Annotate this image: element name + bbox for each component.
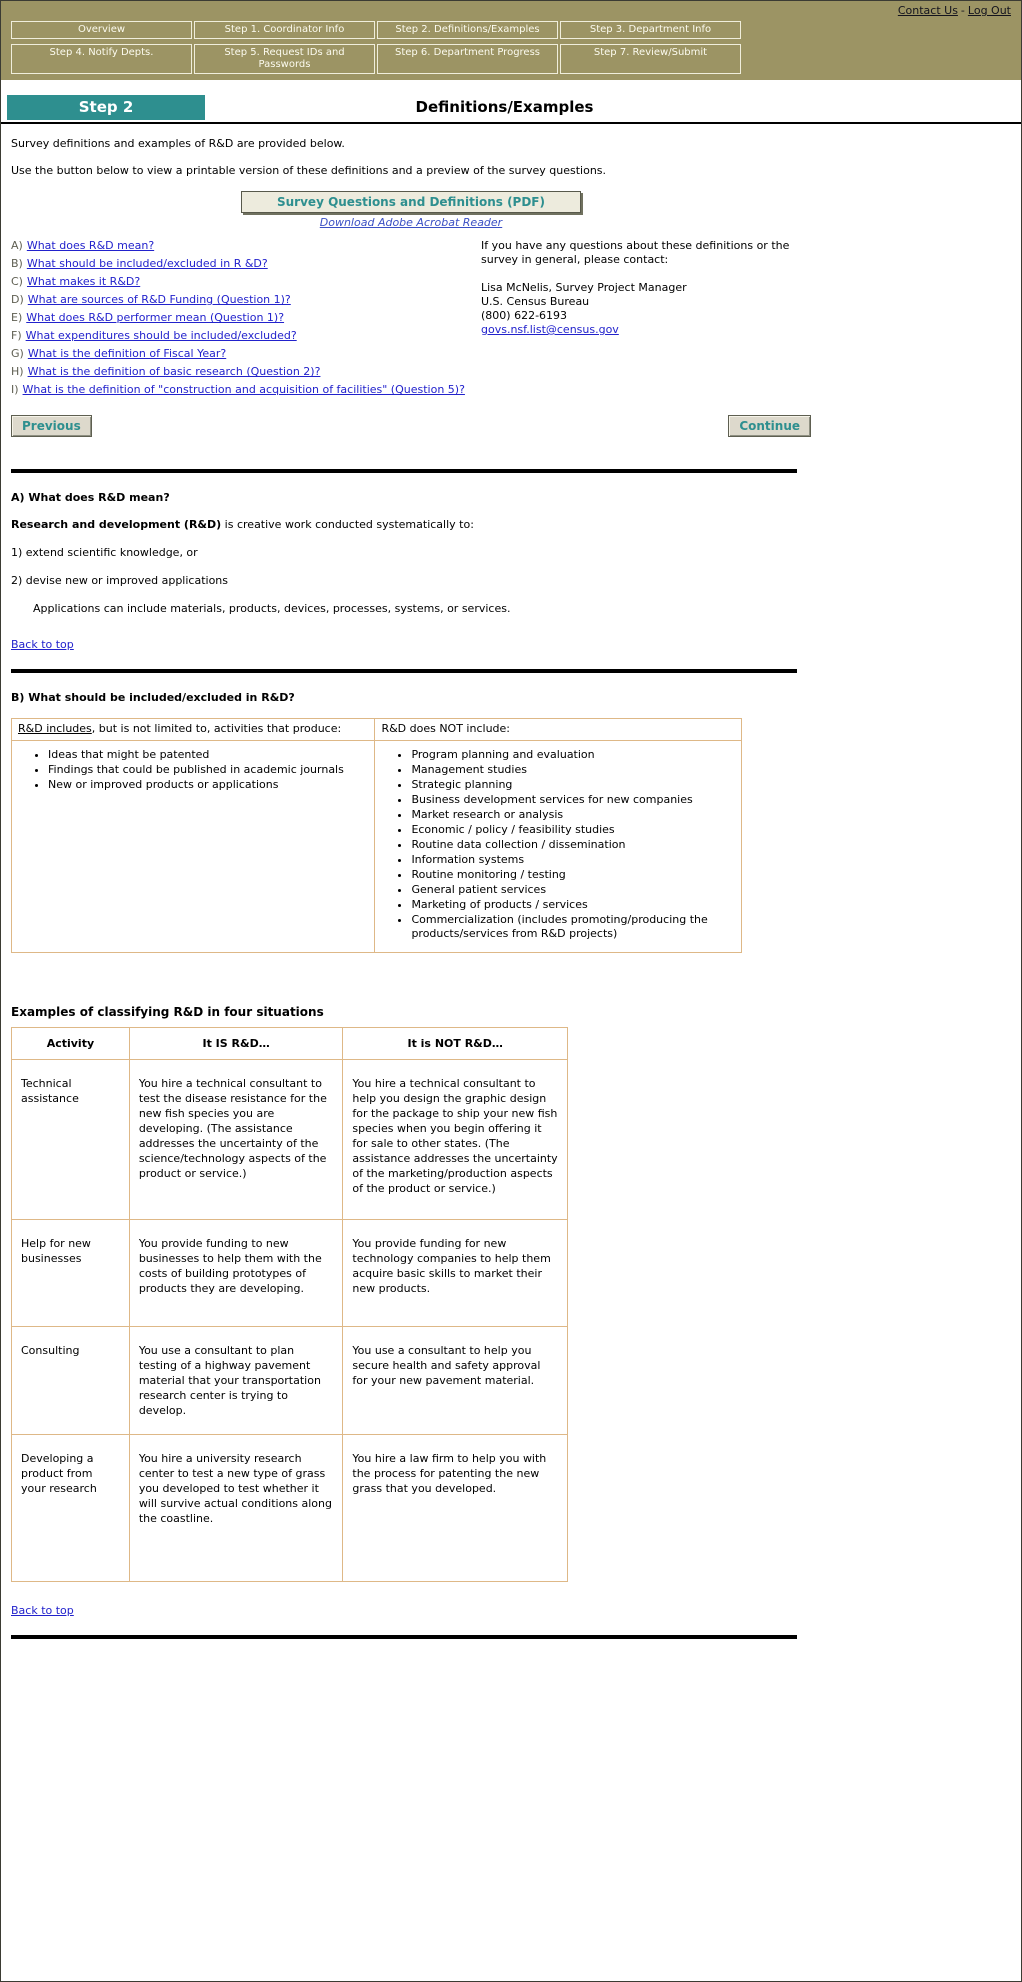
continue-button[interactable]: Continue: [728, 415, 811, 437]
list-item: • Information systems: [411, 853, 735, 867]
toc-item: [11, 365, 481, 378]
top-section: [11, 137, 811, 437]
toc-link-h[interactable]: What is the definition of basic research (Question 2)?: [27, 365, 321, 378]
section-a-note: Applications can include materials, products, devices, processes, systems, or services.: [33, 602, 511, 615]
section-a-lead: [11, 518, 1011, 532]
contact-details: [481, 281, 811, 337]
toc-and-contact: [11, 239, 811, 401]
back-to-top-row-bottom: [11, 1604, 1011, 1617]
main-content: [1, 122, 1021, 1639]
back-to-top-link[interactable]: Back to top: [11, 638, 74, 651]
includes-excludes-table: [11, 718, 742, 953]
section-b: [11, 691, 1011, 953]
activity-cell: Technical assistance: [12, 1060, 130, 1220]
includes-excludes-header-row: [12, 719, 742, 741]
toc-item: [11, 239, 481, 252]
section-divider: [11, 469, 797, 473]
activity-cell: Help for new businesses: [12, 1220, 130, 1327]
table-row: [12, 1435, 568, 1582]
list-item: • Strategic planning: [411, 778, 735, 792]
nav-row-2: [11, 44, 1013, 74]
utility-separator: -: [960, 4, 965, 17]
is-rd-cell: You hire a technical consultant to test the disease resistance for the new fish species you are developing. (The assistance addresses the uncertainty of the science/technology aspects of the product or service.): [129, 1060, 343, 1220]
list-item: • Findings that could be published in academic journals: [48, 763, 368, 777]
activity-cell: Consulting: [12, 1327, 130, 1435]
back-to-top-link-bottom[interactable]: Back to top: [11, 1604, 74, 1617]
column-header-not-rd: It is NOT R&D…: [343, 1028, 568, 1060]
toc-link-c[interactable]: What makes it R&D?: [26, 275, 141, 288]
previous-button[interactable]: Previous: [11, 415, 92, 437]
toc-item: [11, 347, 481, 360]
list-item: • Routine data collection / dissemination: [411, 838, 735, 852]
is-rd-cell: You hire a university research center to test a new type of grass you developed to test whether it will survive actual conditions along the coastline.: [129, 1435, 343, 1582]
toc-letter: I): [11, 383, 19, 396]
section-divider: [11, 669, 797, 673]
back-to-top-row: [11, 638, 1011, 651]
excludes-list: [381, 748, 735, 941]
page-title: Definitions/Examples: [415, 98, 594, 116]
contact-intro: If you have any questions about these definitions or the survey in general, please contact:: [481, 239, 790, 266]
toc-letter: D): [11, 293, 24, 306]
table-row: [12, 1327, 568, 1435]
table-row: [12, 1060, 568, 1220]
includes-cell: [12, 741, 375, 953]
examples-section: [11, 1005, 1011, 1582]
toc-item: [11, 329, 481, 342]
not-rd-cell: You use a consultant to help you secure health and safety approval for your new pavement material.: [343, 1327, 568, 1435]
section-b-heading: B) What should be included/excluded in R&D?: [11, 691, 295, 704]
toc-link-i[interactable]: What is the definition of "construction and acquisition of facilities" (Question 5)?: [22, 383, 465, 396]
contact-phone: (800) 622-6193: [481, 309, 568, 322]
list-item: • Program planning and evaluation: [411, 748, 735, 762]
section-a-point-1: 1) extend scientific knowledge, or: [11, 546, 198, 559]
toc-letter: F): [11, 329, 22, 342]
toc-letter: C): [11, 275, 23, 288]
toc-link-d[interactable]: What are sources of R&D Funding (Question 1)?: [27, 293, 291, 306]
utility-links: [11, 3, 1013, 21]
toc-item: [11, 293, 481, 306]
section-a-point-2: 2) devise new or improved applications: [11, 574, 229, 587]
nav-tab-step6-department-progress[interactable]: Step 6. Department Progress: [377, 44, 558, 74]
table-row: [12, 1220, 568, 1327]
excludes-cell: [375, 741, 742, 953]
not-rd-cell: You hire a technical consultant to help you design the graphic design for the package to ship your new fish species when you begin offering it for sale to other states. (The assistance addresses the uncertainty of the marketing/production aspects of the product or service.): [343, 1060, 568, 1220]
rd-includes-link[interactable]: R&D includes: [18, 722, 92, 735]
intro-text-2: Use the button below to view a printable version of these definitions and a preview of the survey questions.: [11, 164, 607, 177]
intro-text-1: Survey definitions and examples of R&D are provided below.: [11, 137, 345, 150]
not-rd-cell: You hire a law firm to help you with the process for patenting the new grass that you developed.: [343, 1435, 568, 1582]
toc-letter: B): [11, 257, 23, 270]
nav-buttons-row: [11, 415, 811, 437]
survey-pdf-button[interactable]: Survey Questions and Definitions (PDF): [241, 191, 581, 213]
contact-us-link[interactable]: Contact Us: [897, 4, 958, 17]
nav-row-1: [11, 21, 1013, 39]
nav-tab-step5-request-ids-passwords[interactable]: Step 5. Request IDs and Passwords: [194, 44, 375, 74]
toc-letter: E): [11, 311, 23, 324]
includes-header-cell: [12, 719, 375, 741]
header-spacer: [1, 80, 1021, 95]
list-item: • New or improved products or applications: [48, 778, 368, 792]
toc-item: [11, 257, 481, 270]
contact-org: U.S. Census Bureau: [481, 295, 590, 308]
step-number-badge: Step 2: [7, 95, 205, 120]
step-header: [7, 95, 804, 120]
column-header-is-rd: It IS R&D…: [129, 1028, 343, 1060]
acrobat-reader-link[interactable]: Download Adobe Acrobat Reader: [319, 216, 503, 229]
nav-tab-step3-department-info[interactable]: Step 3. Department Info: [560, 21, 741, 39]
nav-tab-step1-coordinator-info[interactable]: Step 1. Coordinator Info: [194, 21, 375, 39]
list-item: • General patient services: [411, 883, 735, 897]
toc-item: [11, 383, 481, 396]
toc-link-a[interactable]: What does R&D mean?: [26, 239, 155, 252]
contact-email-link[interactable]: govs.nsf.list@census.gov: [481, 323, 619, 336]
is-rd-cell: You provide funding to new businesses to help them with the costs of building prototypes of products they are developing.: [129, 1220, 343, 1327]
section-a-lead-rest: is creative work conducted systematically to:: [221, 518, 474, 531]
excludes-header-cell: R&D does NOT include:: [375, 719, 742, 741]
activity-cell: Developing a product from your research: [12, 1435, 130, 1582]
includes-excludes-body-row: [12, 741, 742, 953]
toc-item: [11, 275, 481, 288]
list-item: • Ideas that might be patented: [48, 748, 368, 762]
list-item: • Routine monitoring / testing: [411, 868, 735, 882]
section-a-lead-bold: Research and development (R&D): [11, 518, 222, 531]
toc-letter: G): [11, 347, 24, 360]
nav-tab-step4-notify-depts[interactable]: Step 4. Notify Depts.: [11, 44, 192, 74]
nav-tab-step7-review-submit[interactable]: Step 7. Review/Submit: [560, 44, 741, 74]
includes-list: [18, 748, 368, 792]
toc-letter: H): [11, 365, 24, 378]
toc-link-g[interactable]: What is the definition of Fiscal Year?: [27, 347, 227, 360]
contact-info: [481, 239, 811, 401]
list-item: • Management studies: [411, 763, 735, 777]
acrobat-line: [11, 216, 811, 229]
section-a: [11, 491, 1011, 651]
top-header-bar: [1, 1, 1021, 80]
list-item: • Business development services for new companies: [411, 793, 735, 807]
toc-item: [11, 311, 481, 324]
toc-link-f[interactable]: What expenditures should be included/excluded?: [25, 329, 297, 342]
column-header-activity: Activity: [12, 1028, 130, 1060]
list-item: • Marketing of products / services: [411, 898, 735, 912]
list-item: • Economic / policy / feasibility studies: [411, 823, 735, 837]
toc-link-e[interactable]: What does R&D performer mean (Question 1)?: [26, 311, 285, 324]
nav-tab-overview[interactable]: Overview: [11, 21, 192, 39]
toc: [11, 239, 481, 401]
section-a-heading: A) What does R&D mean?: [11, 491, 170, 504]
toc-letter: A): [11, 239, 23, 252]
section-divider: [11, 1635, 797, 1639]
toc-link-b[interactable]: What should be included/excluded in R &D?: [26, 257, 268, 270]
examples-table: [11, 1027, 568, 1582]
log-out-link[interactable]: Log Out: [967, 4, 1011, 17]
not-rd-cell: You provide funding for new technology companies to help them acquire basic skills to market their new products.: [343, 1220, 568, 1327]
list-item: • Market research or analysis: [411, 808, 735, 822]
examples-header-row: [12, 1028, 568, 1060]
pdf-button-wrap: [11, 191, 811, 213]
list-item: • Commercialization (includes promoting/producing the products/services from R&D projects): [411, 913, 735, 941]
includes-header-rest: , but is not limited to, activities that produce:: [91, 722, 342, 735]
is-rd-cell: You use a consultant to plan testing of a highway pavement material that your transportation research center is trying to develop.: [129, 1327, 343, 1435]
contact-name: Lisa McNelis, Survey Project Manager: [481, 281, 687, 294]
nav-tab-step2-definitions-examples[interactable]: Step 2. Definitions/Examples: [377, 21, 558, 39]
examples-heading: Examples of classifying R&D in four situations: [11, 1005, 324, 1019]
